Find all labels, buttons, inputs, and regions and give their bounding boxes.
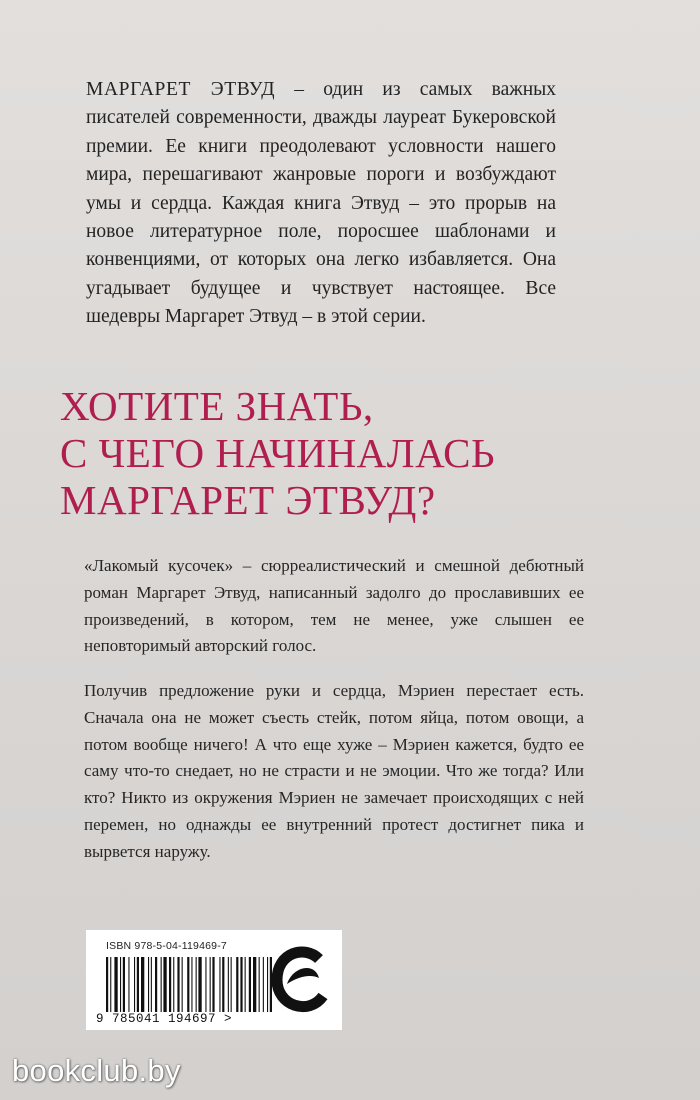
author-introduction (86, 76, 556, 332)
barcode-digits: 9 785041 194697 > (96, 1012, 334, 1026)
isbn-number: ISBN 978-5-04-119469-7 (106, 940, 227, 952)
headline (60, 383, 620, 524)
description-paragraph-1: «Лакомый кусочек» – сюрреалистический и смешной дебютный роман Маргарет Этвуд, написанный задолго до прославивших ее произведений, в котором, тем не менее, уже слышен ее неповторимый авторский голос. (84, 556, 584, 656)
author-name: МАРГАРЕТ ЭТВУД (86, 79, 276, 100)
description-paragraph-2: Получив предложение руки и сердца, Мэриен перестает есть. Сначала она не может съесть стейк, потом яйца, потом овощи, а потом вообще ничего! А что еще хуже – Мэриен кажется, будто ее саму что-то снедает, но не страсти и не эмоции. Что же тогда? Или кто? Никто из окружения Мэриен не замечает происходящих с ней перемен, но однажды ее внутренний протест достигнет пика и вырвется наружу. (84, 681, 584, 861)
headline-line-2: С ЧЕГО НАЧИНАЛАСЬ (60, 430, 496, 476)
watermark: bookclub.by (12, 1053, 181, 1088)
author-introduction-text: – один из самых важных писателей современности, дважды лауреат Букеровской премии. Ее книги преодолевают условности нашего мира, перешагивают жанровые пороги и возбуждают умы и сердца. Каждая книга Этвуд – это прорыв на новое литературное поле, поросшее шаблонами и конвенциями, от которых она легко избавляется. Она угадывает будущее и чувствует настоящее. Все шедевры Маргарет Этвуд – в этой серии. (86, 79, 556, 328)
headline-line-1: ХОТИТЕ ЗНАТЬ, (60, 383, 374, 429)
headline-line-3: МАРГАРЕТ ЭТВУД? (60, 477, 436, 523)
eksmo-logo-icon (269, 946, 331, 1014)
